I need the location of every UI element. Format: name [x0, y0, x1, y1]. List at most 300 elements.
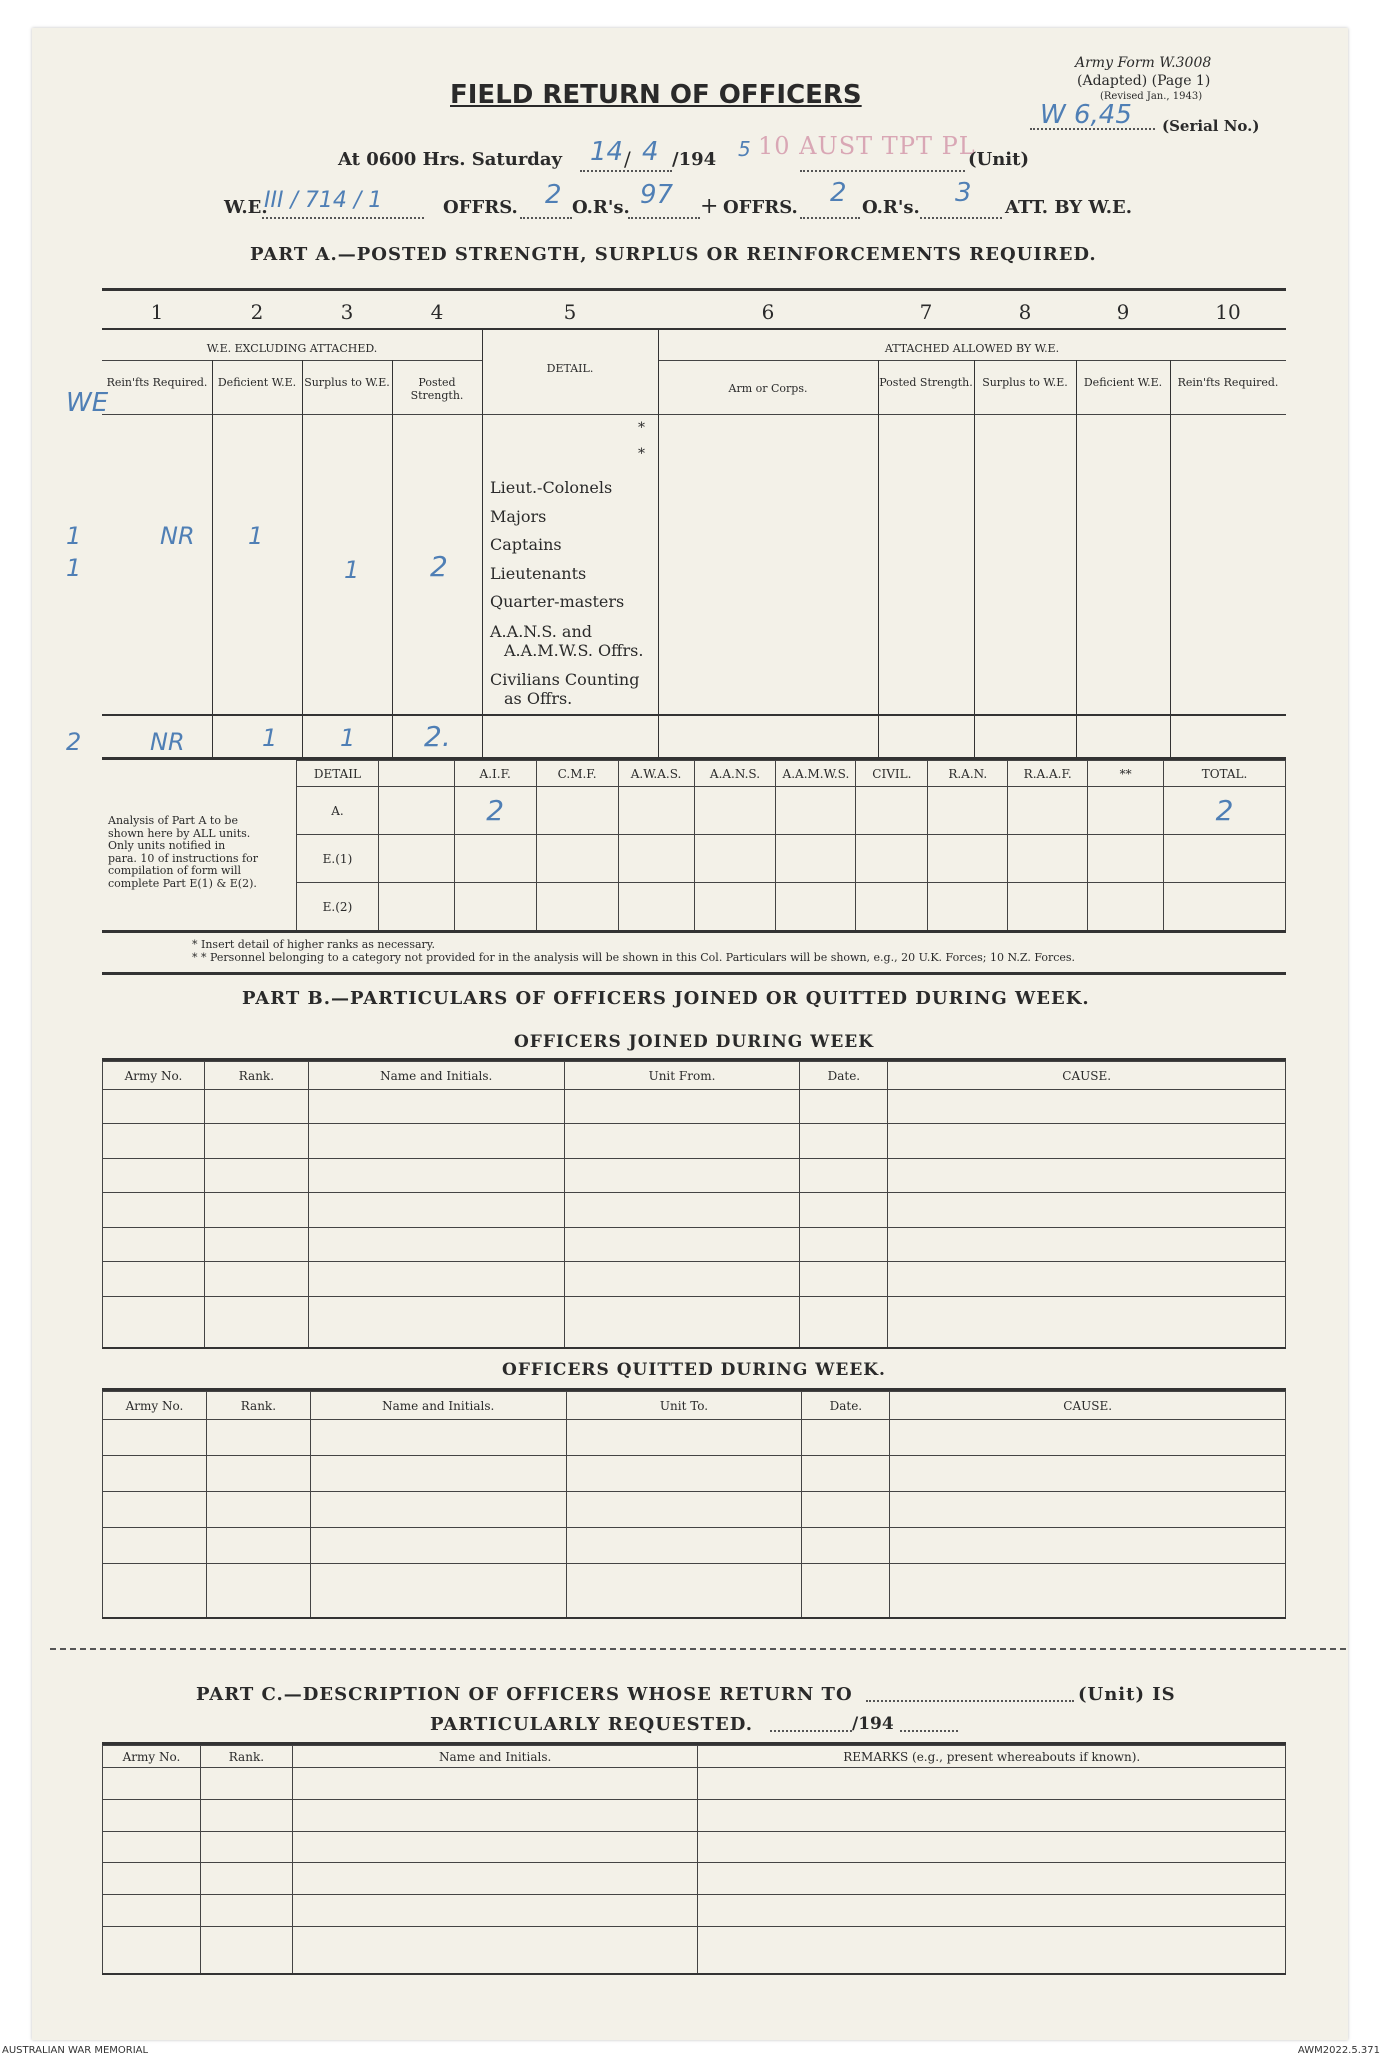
table-row [103, 1193, 1286, 1227]
we-excl-rule [102, 360, 482, 361]
we-handwritten: III / 714 / 1 [264, 188, 383, 213]
analysis-cell[interactable] [1008, 835, 1088, 883]
ors-line [628, 217, 700, 219]
analysis-col-total: TOTAL. [1164, 761, 1286, 787]
table-row [103, 1158, 1286, 1192]
analysis-cell[interactable] [1008, 883, 1088, 931]
table-cell[interactable] [103, 1492, 207, 1528]
hw-captains-deficient: 1 [248, 522, 264, 550]
table-row [103, 1895, 1286, 1927]
hw-total-a: 2 [1215, 794, 1234, 827]
analysis-note-line: complete Part E(1) & E(2). [108, 876, 257, 890]
analysis-cell[interactable] [856, 787, 928, 835]
table-cell[interactable] [308, 1227, 564, 1261]
table-cell[interactable] [800, 1227, 888, 1261]
table-cell[interactable] [292, 1863, 698, 1895]
at-hours-label: At 0600 Hrs. Saturday [338, 149, 563, 170]
table-cell[interactable] [566, 1492, 802, 1528]
part-a-vline [302, 360, 303, 757]
col-number-3: 3 [340, 300, 354, 324]
table-cell[interactable] [566, 1528, 802, 1564]
rank-majors: Majors [490, 507, 547, 526]
ors2-handwritten: 3 [955, 178, 972, 208]
hw-captains-margin: 1 [66, 522, 82, 550]
table-row [103, 1124, 1286, 1158]
table-row [103, 1227, 1286, 1261]
table-cell[interactable] [200, 1863, 292, 1895]
analysis-cell[interactable] [1164, 835, 1286, 883]
quitted-col-army-no: Army No. [103, 1392, 207, 1420]
table-cell[interactable] [103, 1768, 201, 1800]
col-number-2: 2 [250, 300, 264, 324]
unit-stamp: 10 AUST TPT PL [758, 132, 976, 160]
table-row [103, 1768, 1286, 1800]
joined-col-unit-from: Unit From. [564, 1062, 800, 1090]
analysis-col-other: ** [1088, 761, 1164, 787]
table-cell[interactable] [292, 1926, 698, 1974]
date-separator: / [624, 147, 631, 171]
table-cell[interactable] [292, 1895, 698, 1927]
analysis-note-line: para. 10 of instructions for [108, 851, 259, 865]
table-row [103, 1420, 1286, 1456]
analysis-cell[interactable] [618, 787, 694, 835]
analysis-cell[interactable] [1008, 787, 1088, 835]
table-cell[interactable] [800, 1193, 888, 1227]
table-row [103, 1926, 1286, 1974]
part-c-col-army-no: Army No. [103, 1746, 201, 1768]
col-att-deficient: Deficient W.E. [1083, 376, 1163, 389]
table-cell[interactable] [204, 1227, 308, 1261]
table-cell[interactable] [564, 1124, 800, 1158]
table-cell[interactable] [308, 1262, 564, 1296]
table-cell[interactable] [802, 1492, 890, 1528]
table-cell[interactable] [890, 1564, 1286, 1618]
analysis-row-label: E.(2) [297, 883, 379, 931]
serial-label: (Serial No.) [1162, 117, 1260, 135]
table-row [103, 1564, 1286, 1618]
table-cell[interactable] [800, 1158, 888, 1192]
table-cell[interactable] [103, 1456, 207, 1492]
table-row [103, 1528, 1286, 1564]
table-cell[interactable] [698, 1895, 1286, 1927]
col-number-1: 1 [150, 300, 164, 324]
analysis-cell[interactable] [454, 835, 536, 883]
date-line [580, 170, 672, 172]
plus-sign: + [700, 194, 719, 219]
part-a-header-rule [102, 414, 1286, 415]
table-cell[interactable] [308, 1193, 564, 1227]
table-cell[interactable] [888, 1227, 1286, 1261]
asterisk-1: * [638, 420, 645, 436]
table-cell[interactable] [103, 1895, 201, 1927]
analysis-cell[interactable] [1164, 883, 1286, 931]
table-row [103, 1456, 1286, 1492]
analysis-col-ran: R.A.N. [928, 761, 1008, 787]
offrs-handwritten: 2 [545, 180, 562, 210]
analysis-row-label: A. [297, 787, 379, 835]
detail-header: DETAIL. [546, 362, 594, 375]
table-cell[interactable] [564, 1193, 800, 1227]
table-cell[interactable] [888, 1158, 1286, 1192]
joined-header-row [103, 1062, 1286, 1090]
part-c-col-rank: Rank. [200, 1746, 292, 1768]
rank-civilians-2: as Offrs. [504, 689, 573, 708]
hw-total-deficient: 1 [262, 724, 278, 752]
ors2-label: O.R's. [862, 197, 920, 218]
table-cell[interactable] [103, 1863, 201, 1895]
we-excluding-header: W.E. EXCLUDING ATTACHED. [206, 342, 378, 355]
analysis-cell-aif-a[interactable] [454, 787, 536, 835]
part-c-header-row [103, 1746, 1286, 1768]
part-a-vline [1170, 360, 1171, 757]
analysis-col-cmf: C.M.F. [536, 761, 618, 787]
part-a-top-rule [102, 288, 1286, 291]
table-cell[interactable] [206, 1564, 310, 1618]
analysis-row-e2 [297, 883, 1286, 931]
quitted-title: OFFICERS QUITTED DURING WEEK. [502, 1360, 886, 1380]
part-a-vline [212, 360, 213, 757]
attached-rule [658, 360, 1286, 361]
analysis-cell[interactable] [454, 883, 536, 931]
part-a-vline [878, 360, 879, 757]
army-form-label: Army Form W.3008 [1075, 55, 1212, 71]
table-cell[interactable] [698, 1831, 1286, 1863]
analysis-cell[interactable] [536, 835, 618, 883]
we-label: W.E. [224, 197, 268, 218]
col-number-6: 6 [761, 300, 775, 324]
col-number-8: 8 [1018, 300, 1032, 324]
table-cell[interactable] [292, 1768, 698, 1800]
table-cell[interactable] [103, 1799, 201, 1831]
table-cell[interactable] [206, 1420, 310, 1456]
table-row [103, 1492, 1286, 1528]
analysis-col-aif: A.I.F. [454, 761, 536, 787]
rank-lieutenants: Lieutenants [490, 564, 587, 583]
joined-col-rank: Rank. [204, 1062, 308, 1090]
analysis-cell[interactable] [856, 835, 928, 883]
footer-left: AUSTRALIAN WAR MEMORIAL [2, 2045, 149, 2056]
year-handwritten: 5 [738, 137, 751, 161]
table-cell[interactable] [308, 1296, 564, 1348]
table-cell[interactable] [103, 1831, 201, 1863]
serial-line [1030, 128, 1155, 130]
perforation-line [50, 1648, 1346, 1650]
ors-handwritten: 97 [640, 180, 674, 210]
part-a-total-rule [102, 714, 1286, 716]
rank-quartermasters: Quarter-masters [490, 592, 625, 611]
table-cell[interactable] [566, 1564, 802, 1618]
analysis-row-a [297, 787, 1286, 835]
analysis-table [296, 760, 1286, 931]
hw-total-margin: 2 [66, 728, 82, 756]
joined-col-name: Name and Initials. [308, 1062, 564, 1090]
table-cell[interactable] [204, 1262, 308, 1296]
part-c-date-line [770, 1730, 852, 1732]
table-cell[interactable] [200, 1926, 292, 1974]
col-att-surplus: Surplus to W.E. [982, 376, 1068, 389]
hw-total-reinfts: NR [150, 728, 185, 756]
hw-aif-a: 2 [486, 794, 505, 827]
analysis-cell[interactable] [1088, 883, 1164, 931]
table-row [103, 1831, 1286, 1863]
att-by-we-label: ATT. BY W.E. [1005, 197, 1133, 218]
table-row [103, 1296, 1286, 1348]
table-cell[interactable] [204, 1158, 308, 1192]
footnote-1: * Insert detail of higher ranks as necessary. [192, 938, 436, 951]
table-cell[interactable] [200, 1895, 292, 1927]
form-title: FIELD RETURN OF OFFICERS [450, 80, 862, 110]
table-cell[interactable] [204, 1090, 308, 1124]
analysis-cell-total-a[interactable] [1164, 787, 1286, 835]
col-reinfts-required: Rein'fts Required. [106, 376, 208, 389]
table-cell[interactable] [310, 1420, 566, 1456]
table-cell[interactable] [206, 1492, 310, 1528]
table-cell[interactable] [103, 1528, 207, 1564]
offrs2-label: OFFRS. [723, 197, 798, 218]
hw-lieutenants-posted: 2 [430, 550, 448, 583]
analysis-note-line: compilation of form will [108, 864, 242, 877]
joined-col-cause: CAUSE. [888, 1062, 1286, 1090]
analysis-cell[interactable] [536, 787, 618, 835]
table-cell[interactable] [888, 1193, 1286, 1227]
table-cell[interactable] [566, 1420, 802, 1456]
analysis-cell[interactable] [928, 835, 1008, 883]
table-cell[interactable] [564, 1227, 800, 1261]
table-cell[interactable] [292, 1831, 698, 1863]
date-day-handwritten: 14 [590, 137, 624, 167]
quitted-header-row [103, 1392, 1286, 1420]
offrs2-handwritten: 2 [830, 178, 847, 208]
table-cell[interactable] [103, 1193, 205, 1227]
table-cell[interactable] [310, 1492, 566, 1528]
analysis-cell[interactable] [856, 883, 928, 931]
analysis-col-detail: DETAIL [297, 761, 379, 787]
analysis-cell[interactable] [618, 835, 694, 883]
year-prefix: /194 [672, 149, 717, 170]
analysis-cell[interactable] [776, 883, 856, 931]
part-c-title-a: PART C.—DESCRIPTION OF OFFICERS WHOSE RETURN TO [196, 1684, 853, 1705]
table-cell[interactable] [310, 1528, 566, 1564]
table-cell[interactable] [564, 1158, 800, 1192]
table-cell[interactable] [103, 1158, 205, 1192]
date-month-handwritten: 4 [642, 137, 659, 167]
part-c-title-b: PARTICULARLY REQUESTED. [430, 1714, 753, 1735]
revised-label: (Revised Jan., 1943) [1100, 91, 1203, 102]
table-cell[interactable] [888, 1090, 1286, 1124]
table-row [103, 1863, 1286, 1895]
table-cell[interactable] [698, 1863, 1286, 1895]
table-cell[interactable] [802, 1528, 890, 1564]
unit-label: (Unit) [968, 149, 1029, 170]
we-margin-note: WE [66, 388, 109, 418]
analysis-cell[interactable] [378, 883, 454, 931]
table-cell[interactable] [308, 1090, 564, 1124]
table-cell[interactable] [802, 1420, 890, 1456]
offrs-label: OFFRS. [443, 197, 518, 218]
analysis-note-line: Analysis of Part A to be [108, 814, 238, 827]
offrs2-line [800, 217, 860, 219]
table-cell[interactable] [204, 1124, 308, 1158]
analysis-col-awas: A.W.A.S. [618, 761, 694, 787]
table-cell[interactable] [890, 1528, 1286, 1564]
col-arm-or-corps: Arm or Corps. [728, 382, 808, 395]
part-c-year-line [900, 1730, 958, 1732]
analysis-header-row [297, 761, 1286, 787]
ors-label: O.R's. [572, 197, 630, 218]
table-cell[interactable] [698, 1926, 1286, 1974]
table-cell[interactable] [890, 1456, 1286, 1492]
joined-col-date: Date. [800, 1062, 888, 1090]
table-cell[interactable] [200, 1799, 292, 1831]
part-a-vline [392, 360, 393, 757]
analysis-note-line: Only units notified in [108, 839, 226, 852]
part-c-table [102, 1745, 1286, 1975]
quitted-col-date: Date. [802, 1392, 890, 1420]
analysis-row-label: E.(1) [297, 835, 379, 883]
table-cell[interactable] [292, 1799, 698, 1831]
analysis-cell[interactable] [536, 883, 618, 931]
part-c-col-remarks: REMARKS (e.g., present whereabouts if known). [698, 1746, 1286, 1768]
analysis-cell[interactable] [694, 835, 776, 883]
table-cell[interactable] [802, 1564, 890, 1618]
col-number-4: 4 [430, 300, 444, 324]
quitted-col-rank: Rank. [206, 1392, 310, 1420]
table-cell[interactable] [206, 1528, 310, 1564]
analysis-cell[interactable] [1088, 835, 1164, 883]
table-cell[interactable] [800, 1090, 888, 1124]
part-a-vline [1076, 360, 1077, 757]
table-cell[interactable] [888, 1124, 1286, 1158]
table-cell[interactable] [103, 1262, 205, 1296]
footnote-2: * * Personnel belonging to a category not provided for in the analysis will be shown in this Col. Particulars will be shown, e.g., 20 U.K. Forces; 10 N.Z. Forces. [192, 951, 1076, 964]
table-cell[interactable] [200, 1768, 292, 1800]
table-cell[interactable] [800, 1296, 888, 1348]
table-cell[interactable] [802, 1456, 890, 1492]
col-number-5: 5 [563, 300, 577, 324]
part-a-number-rule [102, 328, 1286, 330]
hw-lieutenants-surplus: 1 [344, 556, 360, 584]
part-b-title: PART B.—PARTICULARS OF OFFICERS JOINED OR QUITTED DURING WEEK. [242, 988, 1090, 1009]
joined-table [102, 1061, 1286, 1349]
part-a-vline [658, 328, 659, 757]
analysis-cell[interactable] [618, 883, 694, 931]
table-cell[interactable] [308, 1124, 564, 1158]
col-number-10: 10 [1215, 300, 1241, 324]
hw-lieutenants-margin: 1 [66, 554, 82, 582]
analysis-cell[interactable] [776, 835, 856, 883]
col-att-reinfts: Rein'fts Required. [1177, 376, 1279, 389]
joined-col-army-no: Army No. [103, 1062, 205, 1090]
col-posted-strength: Posted Strength. [410, 376, 464, 402]
table-cell[interactable] [310, 1564, 566, 1618]
analysis-cell[interactable] [776, 787, 856, 835]
analysis-cell[interactable] [928, 787, 1008, 835]
analysis-cell[interactable] [694, 883, 776, 931]
col-surplus-to-we: Surplus to W.E. [304, 376, 390, 389]
table-cell[interactable] [800, 1262, 888, 1296]
analysis-col-aans: A.A.N.S. [694, 761, 776, 787]
quitted-table [102, 1391, 1286, 1619]
table-cell[interactable] [204, 1296, 308, 1348]
part-a-title: PART A.—POSTED STRENGTH, SURPLUS OR REINFORCEMENTS REQUIRED. [250, 244, 1097, 265]
analysis-bottom-rule [102, 930, 1286, 933]
table-cell[interactable] [564, 1262, 800, 1296]
table-cell[interactable] [564, 1296, 800, 1348]
hw-total-posted: 2. [424, 720, 451, 753]
analysis-note-line: shown here by ALL units. [108, 826, 251, 840]
table-cell[interactable] [103, 1124, 205, 1158]
analysis-cell[interactable] [928, 883, 1008, 931]
serial-handwritten: W 6,45 [1040, 100, 1132, 130]
hw-total-surplus: 1 [340, 724, 356, 752]
ors2-line [920, 217, 1002, 219]
table-cell[interactable] [698, 1799, 1286, 1831]
table-cell[interactable] [103, 1227, 205, 1261]
analysis-col-civil: CIVIL. [856, 761, 928, 787]
quitted-col-cause: CAUSE. [890, 1392, 1286, 1420]
col-att-posted-strength: Posted Strength. [879, 376, 973, 389]
table-cell[interactable] [310, 1456, 566, 1492]
analysis-cell[interactable] [378, 835, 454, 883]
table-cell[interactable] [566, 1456, 802, 1492]
attached-allowed-header: ATTACHED ALLOWED BY W.E. [884, 342, 1060, 355]
table-cell[interactable] [890, 1420, 1286, 1456]
col-deficient-we: Deficient W.E. [217, 376, 297, 389]
part-a-vline [482, 328, 483, 757]
part-a-vline [974, 360, 975, 757]
table-cell[interactable] [103, 1296, 205, 1348]
table-row [103, 1090, 1286, 1124]
col-number-9: 9 [1116, 300, 1130, 324]
table-cell[interactable] [308, 1158, 564, 1192]
rank-civilians: Civilians Counting [490, 670, 640, 689]
table-cell[interactable] [204, 1193, 308, 1227]
rank-captains: Captains [490, 535, 562, 554]
table-cell[interactable] [103, 1420, 207, 1456]
analysis-row-e1 [297, 835, 1286, 883]
rank-lieut-colonels: Lieut.-Colonels [490, 478, 613, 497]
analysis-cell[interactable] [694, 787, 776, 835]
table-cell[interactable] [888, 1262, 1286, 1296]
table-cell[interactable] [698, 1768, 1286, 1800]
hw-captains-reinfts: NR [160, 522, 195, 550]
part-c-unit-line [866, 1700, 1074, 1702]
rank-aans: A.A.N.S. and [490, 622, 592, 641]
analysis-cell[interactable] [378, 787, 454, 835]
quitted-col-name: Name and Initials. [310, 1392, 566, 1420]
adapted-label: (Adapted) (Page 1) [1077, 73, 1211, 89]
analysis-col-aamws: A.A.M.W.S. [776, 761, 856, 787]
table-row [103, 1799, 1286, 1831]
analysis-col-blank [378, 761, 454, 787]
joined-title: OFFICERS JOINED DURING WEEK [513, 1032, 875, 1052]
unit-line [800, 170, 965, 172]
table-cell[interactable] [103, 1090, 205, 1124]
col-number-7: 7 [919, 300, 933, 324]
table-cell[interactable] [200, 1831, 292, 1863]
quitted-col-unit-to: Unit To. [566, 1392, 802, 1420]
table-cell[interactable] [564, 1090, 800, 1124]
analysis-cell[interactable] [1088, 787, 1164, 835]
table-cell[interactable] [103, 1926, 201, 1974]
table-cell[interactable] [206, 1456, 310, 1492]
table-cell[interactable] [800, 1124, 888, 1158]
table-cell[interactable] [888, 1296, 1286, 1348]
rank-aamws: A.A.M.W.S. Offrs. [504, 641, 644, 660]
table-cell[interactable] [103, 1564, 207, 1618]
table-cell[interactable] [890, 1492, 1286, 1528]
part-c-date: /194 [852, 1714, 894, 1734]
